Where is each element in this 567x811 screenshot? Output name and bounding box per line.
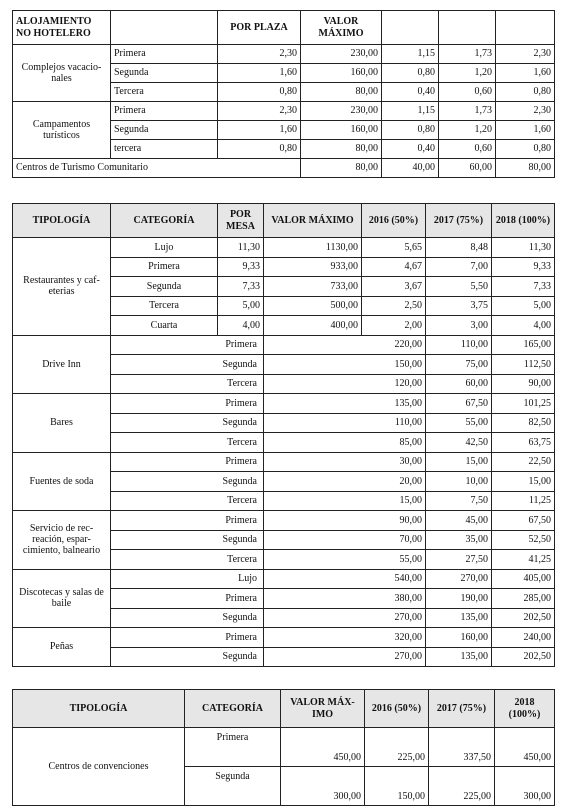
value-cell: 225,00 <box>429 767 495 806</box>
tipologia-por-mesa-table <box>12 203 555 667</box>
alojamiento-no-hotelero-table <box>12 10 555 178</box>
categoria-cell: Primera <box>111 102 218 121</box>
value-cell: 110,00 <box>426 335 492 355</box>
value-cell: 1,60 <box>496 121 555 140</box>
categoria-cell: Segunda <box>111 121 218 140</box>
categoria-cell: Tercera <box>111 296 218 316</box>
categoria-cell: Primera <box>111 394 264 414</box>
value-cell: 230,00 <box>301 45 382 64</box>
table-header-row <box>13 11 555 45</box>
tipologia-cell: Bares <box>13 394 111 453</box>
value-cell: 5,50 <box>426 277 492 297</box>
value-cell: 41,25 <box>492 550 555 570</box>
value-cell: 4,67 <box>362 257 426 277</box>
value-cell: 7,33 <box>218 277 264 297</box>
value-cell: 0,60 <box>439 140 496 159</box>
tipologia-cell: Discotecas y salas de baile <box>13 569 111 628</box>
categoria-cell: Segunda <box>111 647 264 667</box>
table-row <box>13 45 555 64</box>
value-cell: 1,60 <box>218 121 301 140</box>
value-cell: 160,00 <box>301 64 382 83</box>
categoria-cell: Tercera <box>111 491 264 511</box>
value-cell: 1,60 <box>496 64 555 83</box>
header-valor-maximo: VALOR MÁX-IMO <box>281 690 365 728</box>
value-cell: 4,00 <box>492 316 555 336</box>
value-cell: 0,40 <box>382 140 439 159</box>
value-cell: 240,00 <box>492 628 555 648</box>
value-cell: 160,00 <box>301 121 382 140</box>
header-por-mesa: POR MESA <box>218 204 264 238</box>
value-cell: 45,00 <box>426 511 492 531</box>
value-cell: 2,00 <box>362 316 426 336</box>
table-header-row <box>13 690 555 728</box>
value-cell: 933,00 <box>264 257 362 277</box>
value-cell: 120,00 <box>264 374 426 394</box>
value-cell: 90,00 <box>264 511 426 531</box>
categoria-cell: Segunda <box>111 608 264 628</box>
value-cell: 7,50 <box>426 491 492 511</box>
value-cell: 405,00 <box>492 569 555 589</box>
value-cell: 112,50 <box>492 355 555 375</box>
value-cell: 15,00 <box>492 472 555 492</box>
table-row <box>13 102 555 121</box>
categoria-cell: Primera <box>185 728 281 767</box>
header-2018: 2018 (100%) <box>492 204 555 238</box>
value-cell: 15,00 <box>426 452 492 472</box>
value-cell: 90,00 <box>492 374 555 394</box>
value-cell: 110,00 <box>264 413 426 433</box>
value-cell: 1130,00 <box>264 238 362 258</box>
categoria-cell: Tercera <box>111 83 218 102</box>
value-cell: 27,50 <box>426 550 492 570</box>
value-cell: 80,00 <box>301 83 382 102</box>
value-cell: 270,00 <box>426 569 492 589</box>
table-row <box>13 335 555 355</box>
value-cell: 337,50 <box>429 728 495 767</box>
value-cell: 11,30 <box>218 238 264 258</box>
value-cell: 4,00 <box>218 316 264 336</box>
value-cell: 135,00 <box>264 394 426 414</box>
value-cell: 60,00 <box>426 374 492 394</box>
value-cell: 225,00 <box>365 728 429 767</box>
centros-convenciones-table <box>12 689 555 806</box>
header-tipologia: TIPOLOGÍA <box>13 204 111 238</box>
table-row <box>13 394 555 414</box>
value-cell: 3,67 <box>362 277 426 297</box>
categoria-cell: Primera <box>111 45 218 64</box>
value-cell: 202,50 <box>492 608 555 628</box>
value-cell: 42,50 <box>426 433 492 453</box>
value-cell: 5,65 <box>362 238 426 258</box>
categoria-cell: Tercera <box>111 550 264 570</box>
value-cell: 75,00 <box>426 355 492 375</box>
header-valor-maximo: VALOR MÁXIMO <box>264 204 362 238</box>
value-cell: 1,15 <box>382 45 439 64</box>
value-cell: 1,15 <box>382 102 439 121</box>
value-cell: 11,30 <box>492 238 555 258</box>
value-cell: 67,50 <box>492 511 555 531</box>
tipologia-cell: Drive Inn <box>13 335 111 394</box>
value-cell: 400,00 <box>264 316 362 336</box>
value-cell: 150,00 <box>365 767 429 806</box>
header-valor-maximo: VALOR MÁXIMO <box>301 11 382 45</box>
value-cell: 500,00 <box>264 296 362 316</box>
value-cell: 70,00 <box>264 530 426 550</box>
value-cell: 0,60 <box>439 83 496 102</box>
header-2017: 2017 (75%) <box>426 204 492 238</box>
categoria-cell: Segunda <box>111 413 264 433</box>
table-row <box>13 452 555 472</box>
categoria-cell: Primera <box>111 589 264 609</box>
header-blank <box>439 11 496 45</box>
table-row <box>13 728 555 767</box>
value-cell: 230,00 <box>301 102 382 121</box>
value-cell: 285,00 <box>492 589 555 609</box>
table-row <box>13 628 555 648</box>
header-2016: 2016 (50%) <box>362 204 426 238</box>
value-cell: 1,60 <box>218 64 301 83</box>
value-cell: 30,00 <box>264 452 426 472</box>
value-cell: 82,50 <box>492 413 555 433</box>
header-blank <box>496 11 555 45</box>
value-cell: 2,50 <box>362 296 426 316</box>
value-cell: 380,00 <box>264 589 426 609</box>
header-2017: 2017 (75%) <box>429 690 495 728</box>
tipologia-cell: Centros de convenciones <box>13 728 185 806</box>
table-row <box>13 238 555 258</box>
tipologia-cell: Restaurantes y caf-eterias <box>13 238 111 336</box>
categoria-cell: Tercera <box>111 374 264 394</box>
value-cell: 2,30 <box>496 45 555 64</box>
header-tipologia: ALOJAMIENTO NO HOTELERO <box>13 11 111 45</box>
value-cell: 9,33 <box>492 257 555 277</box>
categoria-cell: Segunda <box>111 472 264 492</box>
value-cell: 101,25 <box>492 394 555 414</box>
value-cell: 300,00 <box>495 767 555 806</box>
value-cell: 9,33 <box>218 257 264 277</box>
value-cell: 2,30 <box>496 102 555 121</box>
categoria-cell: Segunda <box>111 355 264 375</box>
table-row-footer <box>13 159 555 178</box>
categoria-cell: Lujo <box>111 238 218 258</box>
table-row <box>13 511 555 531</box>
categoria-cell: Segunda <box>185 767 281 806</box>
value-cell: 55,00 <box>264 550 426 570</box>
categoria-cell: Primera <box>111 335 264 355</box>
categoria-cell: Cuarta <box>111 316 218 336</box>
header-blank <box>382 11 439 45</box>
value-cell: 0,80 <box>218 83 301 102</box>
value-cell: 5,00 <box>218 296 264 316</box>
value-cell: 20,00 <box>264 472 426 492</box>
value-cell: 0,80 <box>382 121 439 140</box>
categoria-cell: tercera <box>111 140 218 159</box>
value-cell: 320,00 <box>264 628 426 648</box>
header-blank <box>111 11 218 45</box>
value-cell: 270,00 <box>264 608 426 628</box>
value-cell: 270,00 <box>264 647 426 667</box>
value-cell: 67,50 <box>426 394 492 414</box>
tipologia-cell: Campamentos turísticos <box>13 102 111 159</box>
value-cell: 35,00 <box>426 530 492 550</box>
value-cell: 40,00 <box>382 159 439 178</box>
value-cell: 0,80 <box>218 140 301 159</box>
value-cell: 3,00 <box>426 316 492 336</box>
tipologia-cell: Servicio de rec-reación, espar-cimiento, balneario <box>13 511 111 570</box>
value-cell: 1,20 <box>439 64 496 83</box>
value-cell: 160,00 <box>426 628 492 648</box>
header-categoria: CATEGORÍA <box>185 690 281 728</box>
categoria-cell: Primera <box>111 511 264 531</box>
value-cell: 7,33 <box>492 277 555 297</box>
value-cell: 10,00 <box>426 472 492 492</box>
value-cell: 22,50 <box>492 452 555 472</box>
value-cell: 0,80 <box>382 64 439 83</box>
value-cell: 60,00 <box>439 159 496 178</box>
value-cell: 80,00 <box>301 140 382 159</box>
categoria-cell: Primera <box>111 452 264 472</box>
tipologia-cell: Complejos vacacio-nales <box>13 45 111 102</box>
value-cell: 135,00 <box>426 608 492 628</box>
categoria-cell: Primera <box>111 628 264 648</box>
value-cell: 85,00 <box>264 433 426 453</box>
value-cell: 8,48 <box>426 238 492 258</box>
categoria-cell: Segunda <box>111 64 218 83</box>
value-cell: 733,00 <box>264 277 362 297</box>
value-cell: 450,00 <box>495 728 555 767</box>
value-cell: 55,00 <box>426 413 492 433</box>
value-cell: 190,00 <box>426 589 492 609</box>
value-cell: 0,80 <box>496 140 555 159</box>
value-cell: 2,30 <box>218 45 301 64</box>
header-tipologia: TIPOLOGÍA <box>13 690 185 728</box>
value-cell: 63,75 <box>492 433 555 453</box>
value-cell: 540,00 <box>264 569 426 589</box>
value-cell: 1,20 <box>439 121 496 140</box>
value-cell: 5,00 <box>492 296 555 316</box>
value-cell: 150,00 <box>264 355 426 375</box>
tipologia-cell: Peñas <box>13 628 111 667</box>
value-cell: 11,25 <box>492 491 555 511</box>
value-cell: 52,50 <box>492 530 555 550</box>
tipologia-cell: Centros de Turismo Comunitario <box>13 159 301 178</box>
value-cell: 15,00 <box>264 491 426 511</box>
header-2016: 2016 (50%) <box>365 690 429 728</box>
categoria-cell: Lujo <box>111 569 264 589</box>
value-cell: 80,00 <box>301 159 382 178</box>
table-header-row <box>13 204 555 238</box>
header-2018: 2018 (100%) <box>495 690 555 728</box>
tipologia-cell: Fuentes de soda <box>13 452 111 511</box>
value-cell: 80,00 <box>496 159 555 178</box>
categoria-cell: Tercera <box>111 433 264 453</box>
value-cell: 0,80 <box>496 83 555 102</box>
header-categoria: CATEGORÍA <box>111 204 218 238</box>
categoria-cell: Segunda <box>111 277 218 297</box>
value-cell: 3,75 <box>426 296 492 316</box>
categoria-cell: Segunda <box>111 530 264 550</box>
value-cell: 0,40 <box>382 83 439 102</box>
value-cell: 450,00 <box>281 728 365 767</box>
categoria-cell: Primera <box>111 257 218 277</box>
value-cell: 1,73 <box>439 45 496 64</box>
header-por-plaza: POR PLAZA <box>218 11 301 45</box>
value-cell: 1,73 <box>439 102 496 121</box>
value-cell: 135,00 <box>426 647 492 667</box>
value-cell: 165,00 <box>492 335 555 355</box>
value-cell: 300,00 <box>281 767 365 806</box>
value-cell: 220,00 <box>264 335 426 355</box>
value-cell: 2,30 <box>218 102 301 121</box>
value-cell: 202,50 <box>492 647 555 667</box>
value-cell: 7,00 <box>426 257 492 277</box>
table-row <box>13 569 555 589</box>
